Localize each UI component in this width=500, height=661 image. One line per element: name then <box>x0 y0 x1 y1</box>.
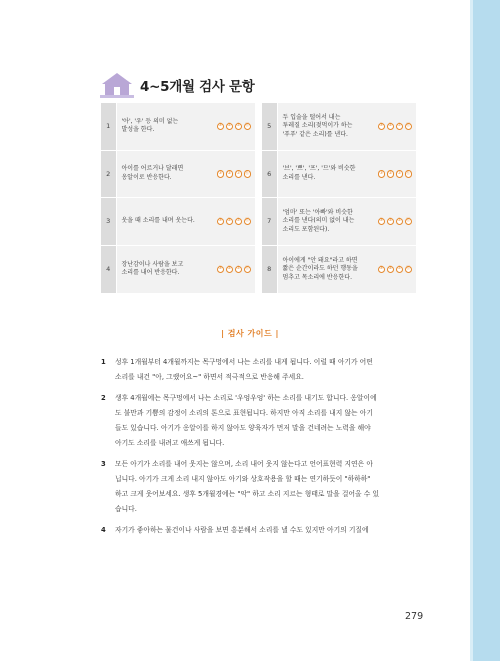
question-row <box>101 246 255 294</box>
guide-item: 4 자기가 좋아하는 물건이나 사람을 보면 흥분해서 소리를 낼 수도 있지만 아기의 기질에 <box>100 523 430 538</box>
question-row <box>262 151 416 199</box>
section-header <box>100 72 254 98</box>
house-icon <box>100 72 134 98</box>
question-text: '아', '우' 등 의미 없는 발성을 한다. <box>121 117 179 134</box>
score-3[interactable]: ③ <box>379 170 384 176</box>
score-1[interactable]: ① <box>236 123 241 128</box>
score-0[interactable]: ⓪ <box>406 123 411 128</box>
guide-item: 3 모든 아기가 소리를 내어 웃지는 않으며, 소리 내어 웃지 않는다고 언어표현력 지연은 아 닙니다. 아기가 크게 소리 내지 않아도 아기와 상호작용을 할 때는 연기하듯이 "하하하" 하고 크게 웃어보세요. 생후 5개월경에는 "악" 하고 소리 지르는 형태로 말을 걸어올 수 있 습니다. <box>100 457 430 517</box>
score-3[interactable]: ③ <box>379 123 384 128</box>
answer-scale <box>378 218 413 226</box>
question-number: 4 <box>101 246 117 294</box>
guide-item: 1 성후 1개월부터 4개월까지는 목구멍에서 나는 소리를 내게 됩니다. 이럴 때 아기가 어떤 소리를 내건 "아, 그랬어요~" 하면서 적극적으로 반응해 주세요. <box>100 355 430 385</box>
score-2[interactable]: ② <box>227 266 232 271</box>
score-3[interactable]: ③ <box>218 123 223 128</box>
score-1[interactable]: ① <box>236 170 241 176</box>
question-number: 3 <box>101 198 117 245</box>
score-1[interactable]: ① <box>397 123 402 128</box>
question-row <box>101 151 255 199</box>
page-title: 4~5개월 검사 문항 <box>140 79 255 95</box>
score-2[interactable]: ② <box>388 218 393 223</box>
score-0[interactable]: ⓪ <box>406 218 411 223</box>
score-2[interactable]: ② <box>227 170 232 176</box>
score-3[interactable]: ③ <box>218 170 223 176</box>
score-3[interactable]: ③ <box>379 218 384 223</box>
score-2[interactable]: ② <box>227 218 232 223</box>
score-0[interactable]: ⓪ <box>406 266 411 271</box>
score-1[interactable]: ① <box>397 218 402 223</box>
question-number: 8 <box>262 246 278 294</box>
question-text: '엄마' 또는 '아빠'와 비슷한 소리를 낸다(의미 없이 내는 소리도 포함된다). <box>282 208 355 233</box>
question-row <box>101 103 255 151</box>
question-text: 아이에게 "안 돼요"라고 하면 짧은 순간이라도 하던 행동을 멈추고 목소리에 반응한다. <box>282 256 358 281</box>
question-row <box>262 246 416 294</box>
score-0[interactable]: ⓪ <box>245 218 250 223</box>
score-1[interactable]: ① <box>397 170 402 176</box>
question-row <box>262 198 416 246</box>
question-row <box>262 103 416 151</box>
question-text: 두 입술을 떨어서 내는 투레질 소리(젖먹이가 하는 '푸푸' 같은 소리)를 낸다. <box>282 113 353 138</box>
question-number: 5 <box>262 103 278 150</box>
guide-number: 1 <box>101 358 106 366</box>
question-text: '브', '쁘', '프', '므'와 비슷한 소리를 낸다. <box>282 165 356 181</box>
answer-scale <box>378 266 413 274</box>
answer-scale <box>217 170 252 178</box>
question-text: 웃을 때 소리를 내며 웃는다. <box>121 217 195 224</box>
score-1[interactable]: ① <box>236 218 241 223</box>
score-0[interactable]: ⓪ <box>406 170 411 176</box>
answer-scale <box>378 123 413 131</box>
score-2[interactable]: ② <box>388 170 393 176</box>
score-0[interactable]: ⓪ <box>245 266 250 271</box>
question-number: 1 <box>101 103 117 150</box>
score-0[interactable]: ⓪ <box>245 123 250 128</box>
guide-item: 2 생후 4개월에는 목구멍에서 나는 소리로 '우엉우엉' 하는 소리를 내기도 합니다. 옹알이에 도 불만과 기쁨의 감정이 소리의 톤으로 표현됩니다. 하지만 아직 소리를 내지 않는 아기 들도 있습니다. 아기가 옹알이를 하지 않아도 양육자가 먼저 말을 건네려는 노력을 해야 아기도 소리를 내려고 애쓰게 됩니다. <box>100 391 430 451</box>
guide-number: 4 <box>101 526 106 534</box>
score-0[interactable]: ⓪ <box>245 170 250 176</box>
guide-title: | 검사 가이드 | <box>221 329 279 338</box>
score-3[interactable]: ③ <box>379 266 384 271</box>
score-3[interactable]: ③ <box>218 266 223 271</box>
question-number: 7 <box>262 198 278 245</box>
question-column-left <box>101 103 255 293</box>
question-text: 장난감이나 사람을 보고 소리를 내어 반응한다. <box>121 260 184 277</box>
guide-number: 2 <box>101 394 106 402</box>
score-1[interactable]: ① <box>397 266 402 271</box>
answer-scale <box>217 266 252 274</box>
answer-scale <box>378 170 413 178</box>
answer-scale <box>217 123 252 131</box>
guide-number: 3 <box>101 460 106 468</box>
question-number: 2 <box>101 151 117 198</box>
score-2[interactable]: ② <box>227 123 232 128</box>
question-text: 아이를 어르거나 달래면 옹알이로 반응한다. <box>121 165 184 181</box>
score-1[interactable]: ① <box>236 266 241 271</box>
guide-list <box>100 355 430 544</box>
answer-scale <box>217 218 252 226</box>
score-3[interactable]: ③ <box>218 218 223 223</box>
score-2[interactable]: ② <box>388 266 393 271</box>
question-row <box>101 198 255 246</box>
page-number: 279 <box>405 611 424 622</box>
question-number: 6 <box>262 151 278 198</box>
question-table <box>101 103 416 293</box>
score-2[interactable]: ② <box>388 123 393 128</box>
question-column-right <box>262 103 416 293</box>
